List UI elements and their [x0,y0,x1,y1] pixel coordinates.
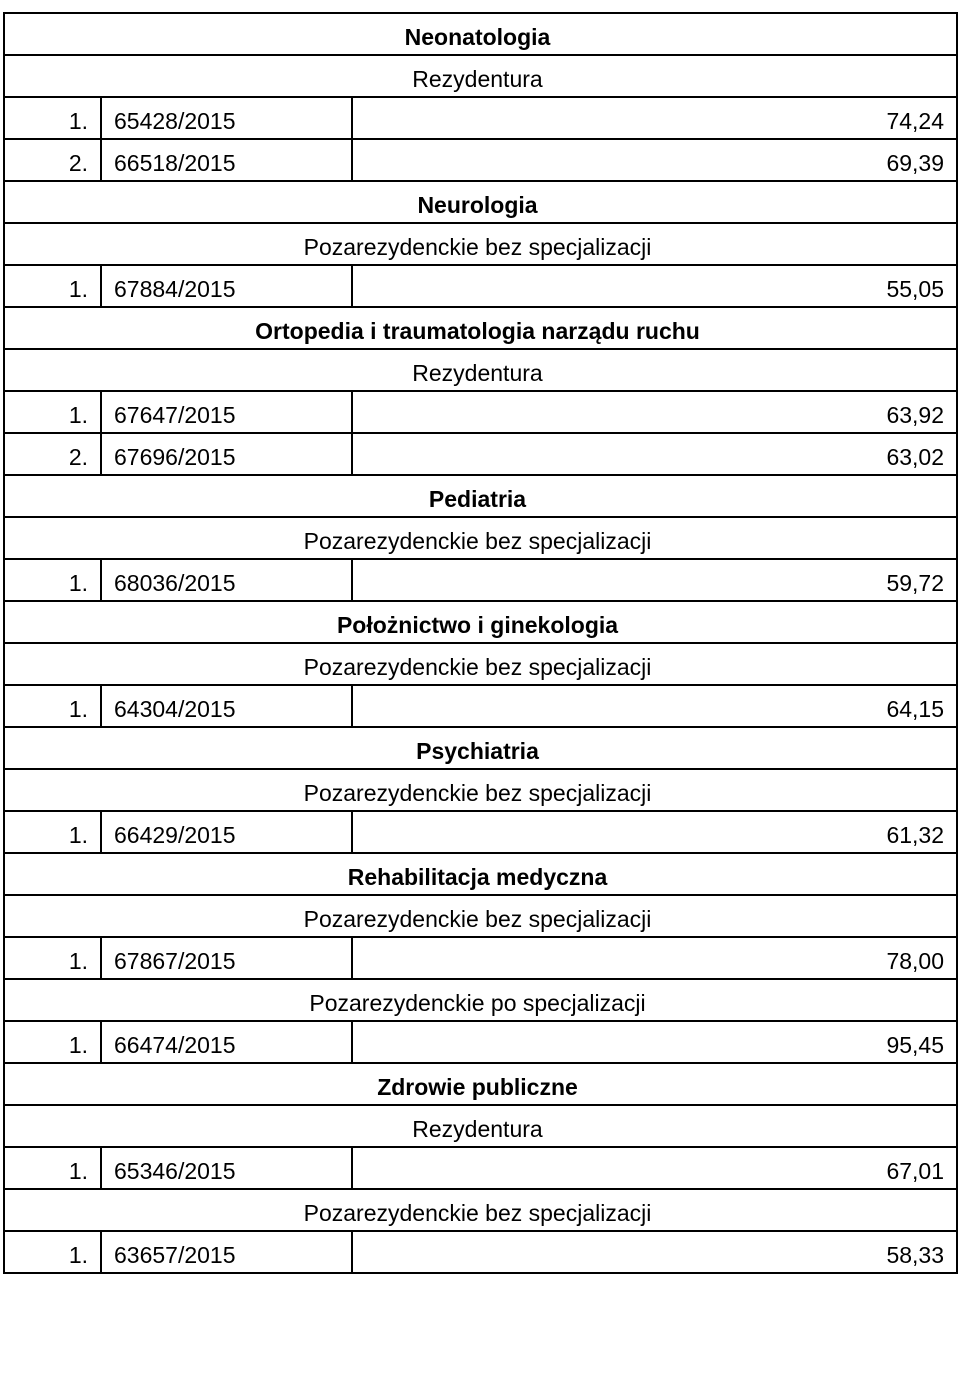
specialty-heading-row [4,601,957,643]
residency-type-row [4,979,957,1021]
specialty-heading-text: Pediatria [428,486,527,512]
specialty-heading-row [4,727,957,769]
table-row [4,685,957,727]
score-value: 63,02 [352,433,957,475]
residency-type-text: Rezydentura [412,1116,543,1142]
residency-type-row [4,349,957,391]
table-row [4,97,957,139]
row-number: 1. [4,559,101,601]
specialty-heading [4,181,957,223]
residency-type [4,895,957,937]
results-table [3,12,958,1274]
candidate-code: 67647/2015 [101,391,352,433]
specialty-heading-row [4,475,957,517]
score-value: 67,01 [352,1147,957,1189]
score-value: 74,24 [352,97,957,139]
residency-type-text: Pozarezydenckie bez specjalizacji [303,234,652,260]
residency-type [4,1189,957,1231]
specialty-heading-row [4,307,957,349]
residency-type-row [4,223,957,265]
candidate-code: 66518/2015 [101,139,352,181]
residency-type-text: Pozarezydenckie bez specjalizacji [303,528,652,554]
table-row [4,1147,957,1189]
residency-type [4,223,957,265]
candidate-code: 63657/2015 [101,1231,352,1273]
candidate-code: 64304/2015 [101,685,352,727]
residency-type-row [4,1105,957,1147]
residency-type-text: Rezydentura [412,360,543,386]
specialty-heading [4,601,957,643]
specialty-heading-text: Psychiatria [416,738,539,764]
score-value: 63,92 [352,391,957,433]
table-row [4,559,957,601]
results-table-body [4,13,957,1273]
specialty-heading [4,853,957,895]
table-row [4,1021,957,1063]
residency-type-row [4,517,957,559]
table-row [4,811,957,853]
candidate-code: 68036/2015 [101,559,352,601]
residency-type [4,517,957,559]
residency-type-row [4,55,957,97]
residency-type-text: Pozarezydenckie bez specjalizacji [303,1200,652,1226]
candidate-code: 66429/2015 [101,811,352,853]
residency-type-row [4,769,957,811]
candidate-code: 67884/2015 [101,265,352,307]
row-number: 1. [4,391,101,433]
table-row [4,139,957,181]
table-row [4,1231,957,1273]
specialty-heading [4,13,957,55]
residency-type-row [4,643,957,685]
specialty-heading-text: Zdrowie publiczne [377,1074,578,1100]
specialty-heading-text: Neonatologia [404,24,551,50]
table-row [4,937,957,979]
row-number: 1. [4,811,101,853]
score-value: 69,39 [352,139,957,181]
score-value: 95,45 [352,1021,957,1063]
row-number: 1. [4,685,101,727]
residency-type [4,55,957,97]
row-number: 1. [4,97,101,139]
candidate-code: 66474/2015 [101,1021,352,1063]
score-value: 78,00 [352,937,957,979]
score-value: 64,15 [352,685,957,727]
specialty-heading [4,1063,957,1105]
table-row [4,391,957,433]
row-number: 2. [4,139,101,181]
candidate-code: 67696/2015 [101,433,352,475]
candidate-code: 65428/2015 [101,97,352,139]
table-row [4,265,957,307]
residency-type [4,979,957,1021]
specialty-heading-text: Położnictwo i ginekologia [336,612,619,638]
row-number: 1. [4,1147,101,1189]
score-value: 55,05 [352,265,957,307]
row-number: 1. [4,265,101,307]
score-value: 58,33 [352,1231,957,1273]
row-number: 2. [4,433,101,475]
residency-type [4,349,957,391]
specialty-heading [4,475,957,517]
residency-type [4,643,957,685]
residency-type-row [4,1189,957,1231]
specialty-heading [4,307,957,349]
candidate-code: 65346/2015 [101,1147,352,1189]
specialty-heading-text: Neurologia [417,192,538,218]
specialty-heading-row [4,1063,957,1105]
table-row [4,433,957,475]
row-number: 1. [4,1021,101,1063]
candidate-code: 67867/2015 [101,937,352,979]
score-value: 61,32 [352,811,957,853]
residency-type-text: Pozarezydenckie bez specjalizacji [303,654,652,680]
residency-type [4,1105,957,1147]
residency-type [4,769,957,811]
specialty-heading-text: Rehabilitacja medyczna [347,864,608,890]
specialty-heading [4,727,957,769]
specialty-heading-row [4,853,957,895]
residency-type-text: Pozarezydenckie bez specjalizacji [303,780,652,806]
specialty-heading-row [4,181,957,223]
row-number: 1. [4,1231,101,1273]
specialty-heading-row [4,13,957,55]
residency-type-text: Pozarezydenckie bez specjalizacji [303,906,652,932]
residency-type-text: Pozarezydenckie po specjalizacji [309,990,646,1016]
score-value: 59,72 [352,559,957,601]
specialty-heading-text: Ortopedia i traumatologia narządu ruchu [255,318,700,344]
row-number: 1. [4,937,101,979]
residency-type-row [4,895,957,937]
residency-type-text: Rezydentura [412,66,543,92]
